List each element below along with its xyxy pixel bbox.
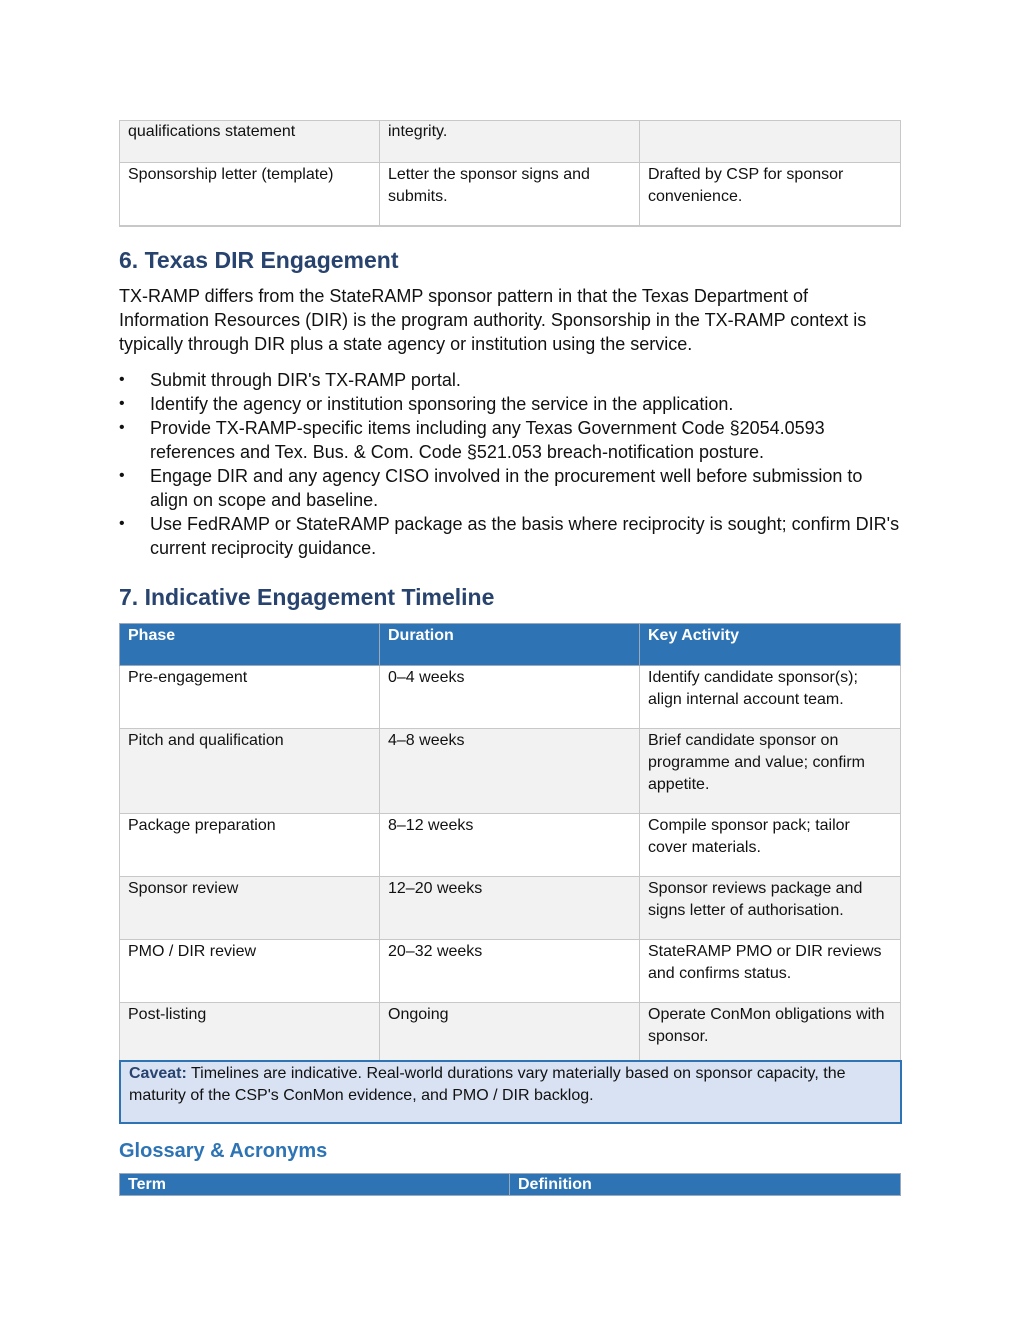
table-cell: 20–32 weeks	[380, 940, 640, 1003]
table-cell: integrity.	[380, 121, 640, 163]
caveat-text: Timelines are indicative. Real-world durations vary materially based on sponsor capacity, the maturity of the CSP's ConMon evidence, and PMO / DIR backlog.	[129, 1065, 846, 1104]
table-cell: Sponsorship letter (template)	[120, 163, 380, 227]
column-header-key-activity: Key Activity	[640, 624, 901, 666]
list-item-text: Submit through DIR's TX-RAMP portal.	[150, 370, 461, 390]
table-row	[120, 877, 901, 940]
table-cell: Sponsor reviews package and signs letter of authorisation.	[640, 877, 901, 940]
list-item	[119, 464, 900, 512]
bullet-icon: •	[119, 371, 125, 388]
table-cell: Compile sponsor pack; tailor cover materials.	[640, 814, 901, 877]
table-cell: Drafted by CSP for sponsor convenience.	[640, 163, 901, 227]
table-cell: Package preparation	[120, 814, 380, 877]
bullet-icon: •	[119, 395, 125, 412]
caveat-callout	[119, 1060, 902, 1124]
table-cell: Brief candidate sponsor on programme and value; confirm appetite.	[640, 729, 901, 814]
table-cell: 8–12 weeks	[380, 814, 640, 877]
column-header-definition: Definition	[510, 1174, 901, 1196]
bullet-icon: •	[119, 515, 125, 532]
list-item-text: Identify the agency or institution sponsoring the service in the application.	[150, 394, 734, 414]
table-header-row	[120, 1174, 901, 1196]
caveat-label: Caveat:	[129, 1065, 187, 1082]
table-cell: Ongoing	[380, 1003, 640, 1066]
table-cell: PMO / DIR review	[120, 940, 380, 1003]
table-row	[120, 1003, 901, 1066]
table-row	[120, 814, 901, 877]
table-row	[120, 163, 901, 227]
table-row	[120, 121, 901, 163]
section-heading-texas-dir: 6. Texas DIR Engagement	[119, 247, 399, 273]
column-header-phase: Phase	[120, 624, 380, 666]
table-row	[120, 729, 901, 814]
table-cell	[640, 121, 901, 163]
document-page	[119, 120, 900, 1193]
bullet-list	[119, 368, 900, 560]
list-item-text: Provide TX-RAMP-specific items including any Texas Government Code §2054.0593 references and Tex. Bus. & Com. Code §521.053 breach-notification posture.	[150, 418, 825, 462]
list-item-text: Engage DIR and any agency CISO involved in the procurement well before submission to align on scope and baseline.	[150, 466, 863, 510]
table-cell: Post-listing	[120, 1003, 380, 1066]
bullet-icon: •	[119, 419, 125, 436]
list-item	[119, 368, 900, 392]
list-item	[119, 416, 900, 464]
bullet-icon: •	[119, 467, 125, 484]
table-row	[120, 666, 901, 729]
table-cell: Operate ConMon obligations with sponsor.	[640, 1003, 901, 1066]
table-row	[120, 940, 901, 1003]
section-intro-paragraph: TX-RAMP differs from the StateRAMP sponsor pattern in that the Texas Department of Information Resources (DIR) is the program authority. Sponsorship in the TX-RAMP context is typically through DIR plus a state agency or institution using the service.	[119, 286, 867, 354]
table-cell: Sponsor review	[120, 877, 380, 940]
table-header-row	[120, 624, 901, 666]
glossary-heading: Glossary & Acronyms	[119, 1140, 328, 1162]
list-item	[119, 512, 900, 560]
list-item-text: Use FedRAMP or StateRAMP package as the basis where reciprocity is sought; confirm DIR's current reciprocity guidance.	[150, 514, 900, 558]
column-header-term: Term	[120, 1174, 510, 1196]
glossary-table	[119, 1173, 901, 1196]
table-cell: Letter the sponsor signs and submits.	[380, 163, 640, 227]
table-cell: Identify candidate sponsor(s); align internal account team.	[640, 666, 901, 729]
table-cell: qualifications statement	[120, 121, 380, 163]
table-cell: 0–4 weeks	[380, 666, 640, 729]
table-cell: 12–20 weeks	[380, 877, 640, 940]
list-item	[119, 392, 900, 416]
table-cell: 4–8 weeks	[380, 729, 640, 814]
column-header-duration: Duration	[380, 624, 640, 666]
table-cell: Pre-engagement	[120, 666, 380, 729]
table-cell: Pitch and qualification	[120, 729, 380, 814]
section-heading-timeline: 7. Indicative Engagement Timeline	[119, 584, 495, 610]
table-cell: StateRAMP PMO or DIR reviews and confirms status.	[640, 940, 901, 1003]
engagement-timeline-table	[119, 623, 901, 1066]
sponsor-pack-table-continued	[119, 120, 901, 227]
